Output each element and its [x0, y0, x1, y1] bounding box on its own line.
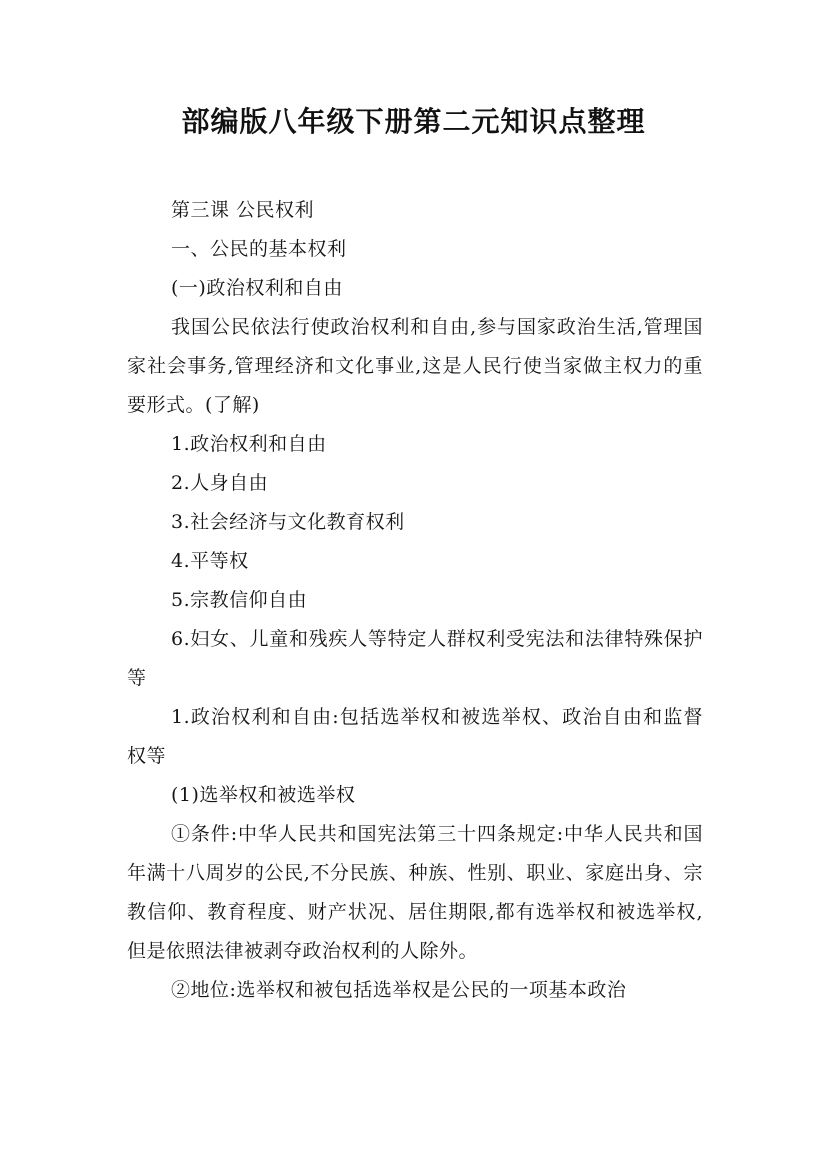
- list-item: 6.妇女、儿童和残疾人等特定人群权利受宪法和法律特殊保护等: [127, 628, 703, 689]
- list-item: 1.政治权利和自由: [171, 433, 327, 455]
- document-body: [127, 191, 703, 1010]
- body-paragraph: ①条件:中华人民共和国宪法第三十四条规定:中华人民共和国年满十八周岁的公民,不分民族、种族、性别、职业、家庭出身、宗教信仰、教育程度、财产状况、居住期限,都有选举权和被选举权,但是依照法律被剥夺政治权利的人除外。: [127, 823, 703, 962]
- list-item: 3.社会经济与文化教育权利: [171, 511, 405, 533]
- body-paragraph: 1.政治权利和自由:包括选举权和被选举权、政治自由和监督权等: [127, 706, 703, 767]
- lesson-heading: 第三课 公民权利: [171, 199, 315, 221]
- subsection-heading: (一)政治权利和自由: [171, 277, 343, 299]
- list-item: 5.宗教信仰自由: [171, 589, 308, 611]
- list-item: 2.人身自由: [171, 472, 269, 494]
- list-item: 4.平等权: [171, 550, 249, 572]
- body-paragraph: ②地位:选举权和被包括选举权是公民的一项基本政治: [171, 979, 627, 1001]
- document-title: 部编版八年级下册第二元知识点整理: [181, 105, 646, 138]
- subsection-heading: (1)选举权和被选举权: [171, 784, 356, 806]
- section-heading: 一、公民的基本权利: [171, 238, 347, 260]
- body-paragraph: 我国公民依法行使政治权利和自由,参与国家政治生活,管理国家社会事务,管理经济和文化事业,这是人民行使当家做主权力的重要形式。(了解): [127, 316, 703, 416]
